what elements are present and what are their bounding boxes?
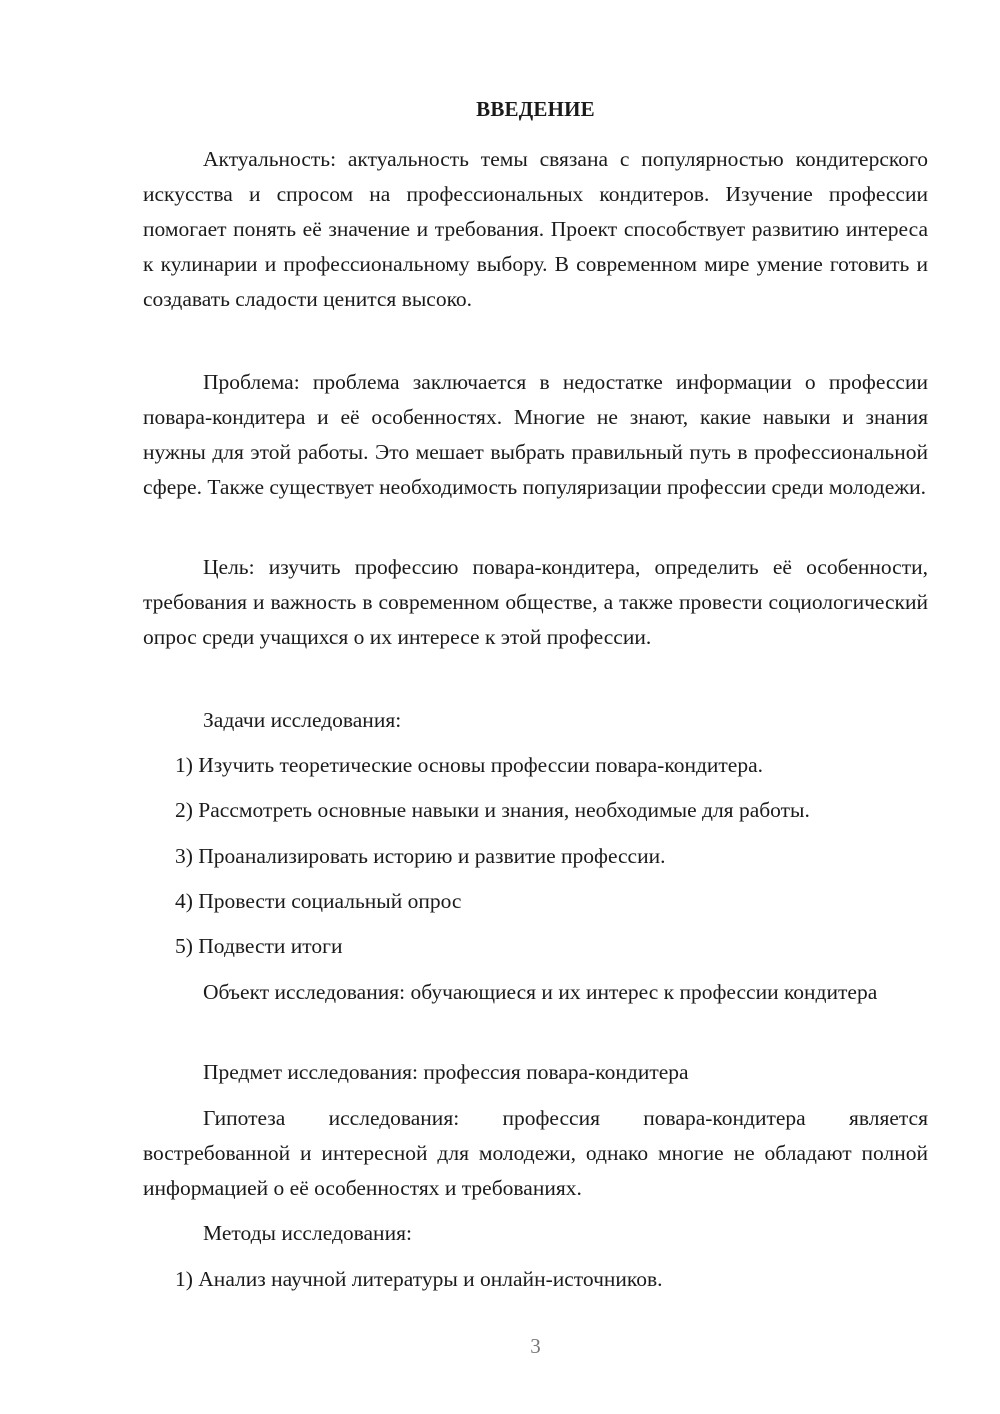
hypothesis-paragraph: Гипотеза исследования: профессия повара-кондитера является востребованной и интересной для молодежи, однако многие не обладают полной информацией о её особенностях и требованиях.: [143, 1106, 928, 1200]
list-item-task-1: 1) Изучить теоретические основы профессии повара-кондитера.: [175, 753, 764, 777]
list-item-task-2: 2) Рассмотреть основные навыки и знания, необходимые для работы.: [175, 798, 810, 822]
subject-paragraph: Предмет исследования: профессия повара-кондитера: [203, 1060, 689, 1084]
page-number: 3: [530, 1334, 541, 1358]
page-title: ВВЕДЕНИЕ: [476, 97, 595, 121]
goal-paragraph: Цель: изучить профессию повара-кондитера, определить её особенности, требования и важность в современном обществе, а также провести социологический опрос среди учащихся о их интересе к этой профессии.: [143, 555, 928, 649]
list-item-task-5: 5) Подвести итоги: [175, 934, 343, 958]
tasks-heading: Задачи исследования:: [203, 708, 402, 732]
problem-paragraph: Проблема: проблема заключается в недостатке информации о профессии повара-кондитера и её особенностях. Многие не знают, какие навыки и знания нужны для этой работы. Это мешает выбрать правильный путь в профессиональной сфере. Также существует необходимость популяризации профессии среди молодежи.: [143, 370, 928, 499]
list-item-task-4: 4) Провести социальный опрос: [175, 889, 462, 913]
list-item-method-1: 1) Анализ научной литературы и онлайн-источников.: [175, 1267, 663, 1291]
list-item-task-3: 3) Проанализировать историю и развитие профессии.: [175, 844, 666, 868]
document-page: [143, 0, 928, 1414]
relevance-paragraph: Актуальность: актуальность темы связана с популярностью кондитерского искусства и спросом на профессиональных кондитеров. Изучение профессии помогает понять её значение и требования. Проект способствует развитию интереса к кулинарии и профессиональному выбору. В современном мире умение готовить и создавать сладости ценится высоко.: [143, 147, 928, 311]
methods-heading: Методы исследования:: [203, 1221, 412, 1245]
object-paragraph: Объект исследования: обучающиеся и их интерес к профессии кондитера: [203, 980, 878, 1004]
